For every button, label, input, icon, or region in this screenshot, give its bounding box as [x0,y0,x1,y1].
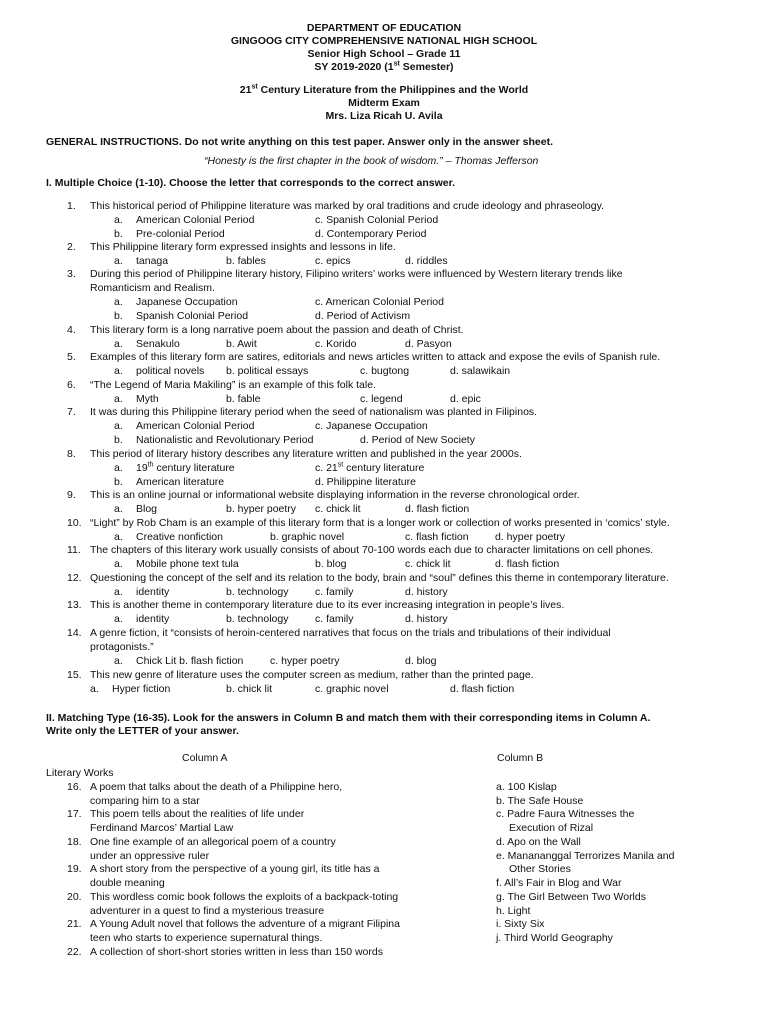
choice-b: Spanish Colonial Period [136,310,249,322]
choice-c: c. epics [315,255,351,267]
matching-item-text: This poem tells about the realities of life under [90,808,305,820]
choice-d: d. flash fiction [495,558,560,570]
choice-c [315,462,424,475]
choice-a-rest: century literature [153,462,235,474]
exam-title: Midterm Exam [348,97,420,109]
choice-d: d. flash fiction [405,503,470,515]
choice-a-letter: a. [114,420,123,432]
question-number: 9. [67,489,76,501]
choice-a: political novels [136,365,205,377]
matching-item-number: 22. [67,946,82,958]
question-number: 5. [67,351,76,363]
choice-c: c. Korido [315,338,357,350]
choice-c: c. graphic novel [315,683,389,695]
question-text: “Light” by Rob Cham is an example of this literary form that is a longer work or collection of works presented in ‘comics’ style. [90,517,670,529]
choice-a: identity [136,613,170,625]
answer-option: e. Manananggal Terrorizes Manila and [496,850,675,862]
choice-a-letter: a. [114,586,123,598]
choice-a-letter: a. [90,683,99,695]
choice-d: d. Period of Activism [315,310,411,322]
school-name: GINGOOG CITY COMPREHENSIVE NATIONAL HIGH SCHOOL [230,35,538,47]
choice-c: c. chick lit [405,558,451,570]
question-number: 14. [67,627,82,639]
school-year-prefix: SY 2019-2020 (1 [314,61,394,73]
school-year-ordinal: st [393,60,400,68]
choice-c: c. Japanese Occupation [315,420,428,432]
question-number: 7. [67,406,76,418]
choice-c-number: c. 21 [315,462,338,474]
answer-option: c. Padre Faura Witnesses the [496,808,635,820]
question-text: A genre fiction, it “consists of heroin-centered narratives that focus on the trials and tribulations of their individual [90,627,611,639]
matching-item-text: One fine example of an allegorical poem of a country [90,836,336,848]
answer-option: b. The Safe House [496,795,584,807]
part2-title: II. Matching Type (16-35). Look for the answers in Column B and match them with their corresponding items in Column A. [46,712,651,724]
matching-item-text: This wordless comic book follows the exploits of a backpack-toting [90,891,399,903]
choice-a-letter: a. [114,296,123,308]
school-year [0,62,768,73]
school-year-suffix: Semester) [399,61,454,73]
question-number: 2. [67,241,76,253]
choice-a: Japanese Occupation [136,296,238,308]
question-text: The chapters of this literary work usually consists of about 70-100 words each due to character limitations on cell phones. [90,544,654,556]
matching-item-text: A collection of short-short stories written in less than 150 words [90,946,383,958]
choice-a: American Colonial Period [136,214,255,226]
choice-c: c. hyper poetry [270,655,340,667]
matching-item-text: A short story from the perspective of a young girl, its title has a [90,863,380,875]
matching-item-number: 16. [67,781,82,793]
question-number: 12. [67,572,82,584]
choice-d: d. Pasyon [405,338,452,350]
choice-b: b. graphic novel [270,531,345,543]
choice-d: d. Contemporary Period [315,228,427,240]
matching-item-text: A Young Adult novel that follows the adventure of a migrant Filipina [90,918,400,930]
choice-a-letter: a. [114,531,123,543]
choice-b: b. technology [226,586,289,598]
matching-item-text-cont: teen who starts to experience supernatural things. [90,932,323,944]
choice-b: b. Awit [226,338,257,350]
choice-a-letter: a. [114,462,123,474]
choice-a: Mobile phone text tula [136,558,239,570]
choice-a: Creative nonfiction [136,531,223,543]
question-text: “The Legend of Maria Makiling” is an example of this folk tale. [90,379,376,391]
choice-b: b. fables [226,255,266,267]
general-instructions: GENERAL INSTRUCTIONS. Do not write anything on this test paper. Answer only in the answer sheet. [46,136,553,148]
question-text: This historical period of Philippine literature was marked by oral traditions and crude ideology and phraseology. [90,200,605,212]
column-a-header: Column A [182,752,228,764]
choice-a: tanaga [136,255,169,267]
choice-d: d. hyper poetry [495,531,566,543]
choice-d: d. flash fiction [450,683,515,695]
question-text: Examples of this literary form are satires, editorials and news articles written to attack and expose the evils of Spanish rule. [90,351,661,363]
part2-title-cont: Write only the LETTER of your answer. [46,725,239,737]
quote: “Honesty is the first chapter in the book of wisdom.” – Thomas Jefferson [204,155,539,167]
choice-b-letter: b. [114,228,123,240]
choice-b: b. hyper poetry [226,503,297,515]
question-text: This Philippine literary form expressed insights and lessons in life. [90,241,396,253]
choice-b-letter: b. [114,476,123,488]
answer-option-cont: Execution of Rizal [509,822,594,834]
question-text-cont: protagonists.” [90,641,154,653]
question-text: This period of literary history describes any literature written and published in the year 2000s. [90,448,522,460]
choice-b: American literature [136,476,225,488]
answer-option: i. Sixty Six [496,918,545,930]
choice-c: c. chick lit [315,503,361,515]
choice-d: d. salawikain [450,365,511,377]
choice-a: Myth [136,393,159,405]
choice-c: c. American Colonial Period [315,296,444,308]
choice-c-rest: century literature [343,462,425,474]
choice-a-number: 19 [136,462,148,474]
choice-b: b. blog [315,558,347,570]
matching-item-text-cont: double meaning [90,877,165,889]
choice-c: c. family [315,613,354,625]
answer-option: f. All’s Fair in Blog and War [496,877,622,889]
choice-b: Nationalistic and Revolutionary Period [136,434,314,446]
teacher-name: Mrs. Liza Ricah U. Avila [325,110,443,122]
choice-a-letter: a. [114,655,123,667]
answer-option: g. The Girl Between Two Worlds [496,891,646,903]
question-number: 13. [67,599,82,611]
matching-item-text-cont: under an oppressive ruler [90,850,210,862]
choice-c: c. bugtong [360,365,410,377]
choice-b: b. fable [226,393,261,405]
choice-d: d. history [405,586,448,598]
choice-a: Senakulo [136,338,180,350]
answer-option-cont: Other Stories [509,863,571,875]
choice-c: c. Spanish Colonial Period [315,214,439,226]
question-text: Questioning the concept of the self and its relation to the body, brain and “soul” defines this theme in contemporary literature. [90,572,669,584]
grade-level: Senior High School – Grade 11 [307,48,461,60]
question-number: 1. [67,200,76,212]
question-number: 6. [67,379,76,391]
choice-d: d. Philippine literature [315,476,416,488]
question-number: 15. [67,669,82,681]
choice-a-letter: a. [114,255,123,267]
question-text: This is another theme in contemporary literature due to its ever increasing integration in people’s lives. [90,599,565,611]
choice-a-letter: a. [114,558,123,570]
matching-item-number: 20. [67,891,82,903]
matching-item-number: 21. [67,918,82,930]
department-name: DEPARTMENT OF EDUCATION [306,22,462,34]
choice-a: Hyper fiction [112,683,171,695]
choice-b-letter: b. [114,310,123,322]
part1-title: I. Multiple Choice (1-10). Choose the letter that corresponds to the correct answer. [46,177,455,189]
choice-c: c. family [315,586,354,598]
choice-a-ordinal: th [147,461,154,469]
choice-b: b. political essays [226,365,309,377]
choice-d: d. Period of New Society [360,434,475,446]
matching-item-text: A poem that talks about the death of a Philippine hero, [90,781,343,793]
answer-option: d. Apo on the Wall [496,836,581,848]
column-b-header: Column B [497,752,544,764]
matching-item-text-cont: adventurer in a quest to find a mysterious treasure [90,905,325,917]
question-text-cont: Romanticism and Realism. [90,282,215,294]
choice-a: Blog [136,503,158,515]
choice-a-letter: a. [114,613,123,625]
answer-option: a. 100 Kislap [496,781,557,793]
question-number: 3. [67,268,76,280]
course-title-text: Century Literature from the Philippines and the World [257,84,529,96]
question-number: 11. [67,544,81,556]
matching-item-text-cont: Ferdinand Marcos’ Martial Law [90,822,234,834]
question-number: 8. [67,448,76,460]
question-text: This literary form is a long narrative poem about the passion and death of Christ. [90,324,464,336]
answer-option: h. Light [496,905,531,917]
answer-option: j. Third World Geography [496,932,613,944]
course-title-number: 21 [239,84,252,96]
question-text: It was during this Philippine literary period when the seed of nationalism was planted in Filipinos. [90,406,538,418]
matching-item-text-cont: comparing him to a star [90,795,200,807]
question-number: 10. [67,517,82,529]
choice-d: d. history [405,613,448,625]
choice-d: d. blog [405,655,437,667]
matching-item-number: 18. [67,836,82,848]
choice-a: American Colonial Period [136,420,255,432]
question-text: This new genre of literature uses the computer screen as medium, rather than the printed page. [90,669,534,681]
choice-d: d. epic [450,393,481,405]
choice-c: c. legend [360,393,403,405]
choice-a-letter: a. [114,365,123,377]
matching-item-number: 17. [67,808,82,820]
choice-b: b. technology [226,613,289,625]
choice-a-letter: a. [114,503,123,515]
choice-a-letter: a. [114,393,123,405]
choice-c: c. flash fiction [405,531,469,543]
question-number: 4. [67,324,76,336]
choice-b: b. chick lit [226,683,273,695]
choice-b: Pre-colonial Period [136,228,225,240]
choice-d: d. riddles [405,255,448,267]
choice-a: identity [136,586,170,598]
choice-a: Chick Lit b. flash fiction [136,655,244,667]
choice-a-letter: a. [114,338,123,350]
matching-item-number: 19. [67,863,82,875]
course-title-ordinal: st [251,83,258,91]
literary-works-subhead: Literary Works [46,767,114,779]
question-text: This is an online journal or informational website displaying information in the reverse chronological order. [90,489,580,501]
question-text: During this period of Philippine literary history, Filipino writers’ works were influenced by Western literary trends like [90,268,623,280]
course-title [0,85,768,96]
choice-b-letter: b. [114,434,123,446]
choice-a [136,462,235,475]
choice-c-ordinal: st [337,461,344,469]
choice-a-letter: a. [114,214,123,226]
